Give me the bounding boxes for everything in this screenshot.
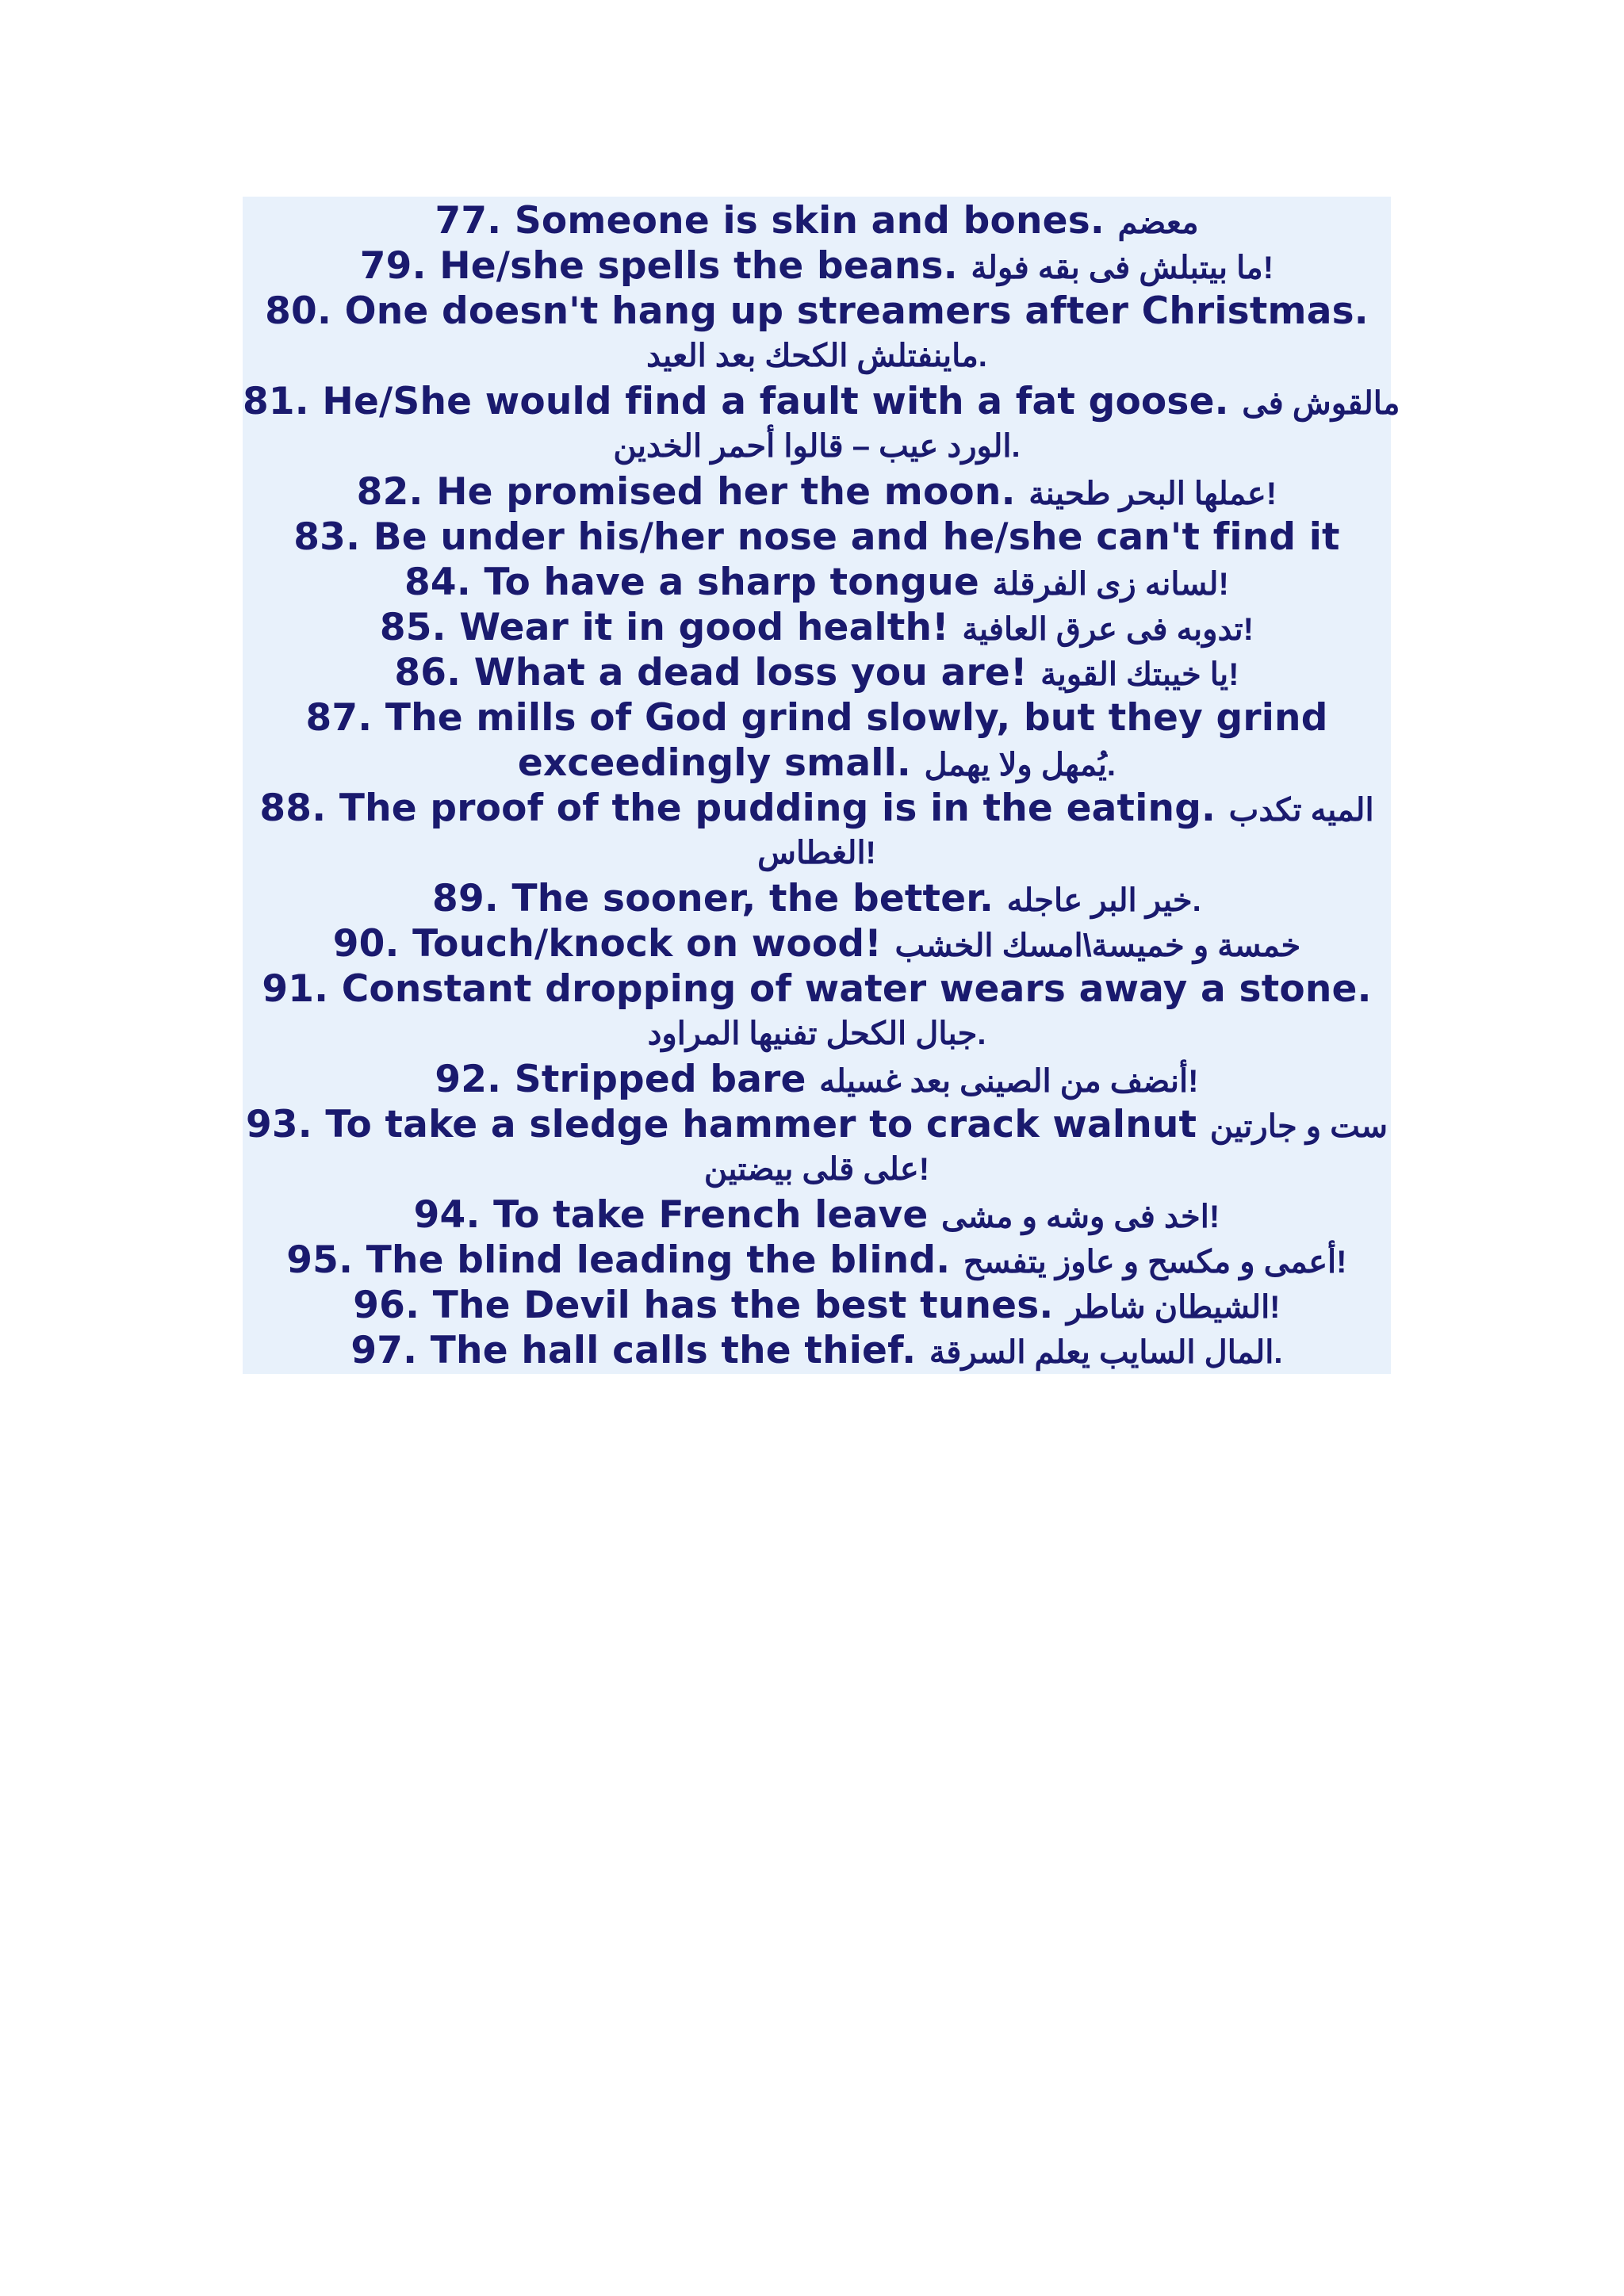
proverb-line-13	[243, 786, 1391, 831]
proverb-line-7	[243, 515, 1391, 560]
arabic-text: .ماينفتلش الكحك بعد العيد	[646, 339, 987, 373]
proverb-line-0	[243, 198, 1391, 243]
proverb-line-20	[243, 1102, 1391, 1147]
arabic-text: !عملها البحر طحينة	[1028, 476, 1277, 511]
arabic-text: !تدوبه فى عرق العافية	[962, 612, 1254, 647]
proverb-line-8	[243, 560, 1391, 605]
proverb-line-12	[243, 740, 1391, 786]
english-text: 96. The Devil has the best tunes.	[353, 1284, 1067, 1327]
arabic-text: .خير البر عاجله	[1006, 883, 1201, 918]
proverb-line-21	[243, 1147, 1391, 1192]
proverb-line-10	[243, 650, 1391, 695]
english-text: 80. One doesn't hang up streamers after Christmas.	[265, 289, 1369, 333]
proverb-line-18	[243, 1012, 1391, 1057]
proverb-line-24	[243, 1283, 1391, 1328]
english-text: 97. The hall calls the thief.	[350, 1329, 929, 1372]
arabic-text: .جبال الكحل تفنيها المراود	[647, 1016, 986, 1051]
arabic-text: خمسة و خميسة\امسك الخشب	[894, 928, 1301, 963]
proverb-line-16	[243, 921, 1391, 966]
arabic-text: !الغطاس	[757, 836, 876, 871]
arabic-text: !يا خيبتك القوية	[1040, 657, 1239, 692]
proverb-line-23	[243, 1238, 1391, 1283]
arabic-text: !على قلى بيضتين	[703, 1152, 930, 1187]
english-text: 94. To take French leave	[413, 1193, 942, 1237]
english-text: 85. Wear it in good health!	[379, 606, 963, 649]
english-text: exceedingly small.	[517, 741, 925, 785]
proverb-line-17	[243, 966, 1391, 1012]
arabic-text: مالقوش فى	[1242, 386, 1400, 421]
english-text: 79. He/she spells the beans.	[359, 244, 971, 288]
proverb-line-4	[243, 379, 1400, 424]
proverb-line-3	[243, 334, 1391, 379]
english-text: 77. Someone is skin and bones.	[435, 199, 1118, 243]
arabic-text: !ما بيتبلش فى بقه فولة	[971, 251, 1274, 285]
arabic-text: !لسانه زى الفرقلة	[992, 567, 1229, 602]
proverb-line-22	[243, 1192, 1391, 1238]
proverb-line-1	[243, 243, 1391, 289]
proverb-line-2	[243, 289, 1391, 334]
english-text: 89. The sooner, the better.	[432, 877, 1007, 920]
arabic-text: !اخد فى وشه و مشى	[941, 1200, 1220, 1234]
proverbs-text-box	[243, 197, 1400, 1374]
english-text: 90. Touch/knock on wood!	[332, 922, 895, 966]
english-text: 82. He promised her the moon.	[356, 470, 1029, 514]
proverb-line-6	[243, 469, 1391, 515]
proverb-line-5	[243, 424, 1391, 469]
arabic-text: !أنضف من الصينى بعد غسيله	[819, 1064, 1199, 1099]
arabic-text: .الورد عيب – قالوا أحمر الخدين	[613, 429, 1021, 464]
arabic-text: !أعمى و مكسح و عاوز يتفسح	[963, 1245, 1347, 1280]
english-text: 95. The blind leading the blind.	[286, 1238, 963, 1282]
english-text: 93. To take a sledge hammer to crack walnut	[246, 1103, 1210, 1146]
arabic-text: .المال السايب يعلم السرقة	[929, 1335, 1283, 1370]
proverb-line-14	[243, 831, 1391, 876]
english-text: 81. He/She would find a fault with a fat goose.	[243, 380, 1243, 423]
arabic-text: الميه تكدب	[1228, 793, 1374, 828]
arabic-text: ست و جارتين	[1209, 1109, 1388, 1144]
english-text: 84. To have a sharp tongue	[404, 561, 993, 604]
proverb-line-15	[243, 876, 1391, 921]
proverb-line-9	[243, 605, 1391, 650]
english-text: 88. The proof of the pudding is in the eating.	[259, 786, 1229, 830]
english-text: 86. What a dead loss you are!	[394, 651, 1041, 695]
arabic-text: .يُمهل ولا يهمل	[924, 748, 1116, 783]
proverb-line-25	[243, 1328, 1391, 1373]
arabic-text: !الشيطان شاطر	[1067, 1290, 1281, 1325]
english-text: 91. Constant dropping of water wears away a stone.	[262, 967, 1372, 1011]
proverb-line-11	[243, 695, 1391, 740]
english-text: 92. Stripped bare	[435, 1058, 820, 1101]
english-text: 87. The mills of God grind slowly, but they grind	[305, 696, 1328, 740]
english-text: 83. Be under his/her nose and he/she can't find it	[293, 515, 1340, 559]
arabic-text: معضم	[1117, 205, 1199, 240]
proverb-line-19	[243, 1057, 1391, 1102]
